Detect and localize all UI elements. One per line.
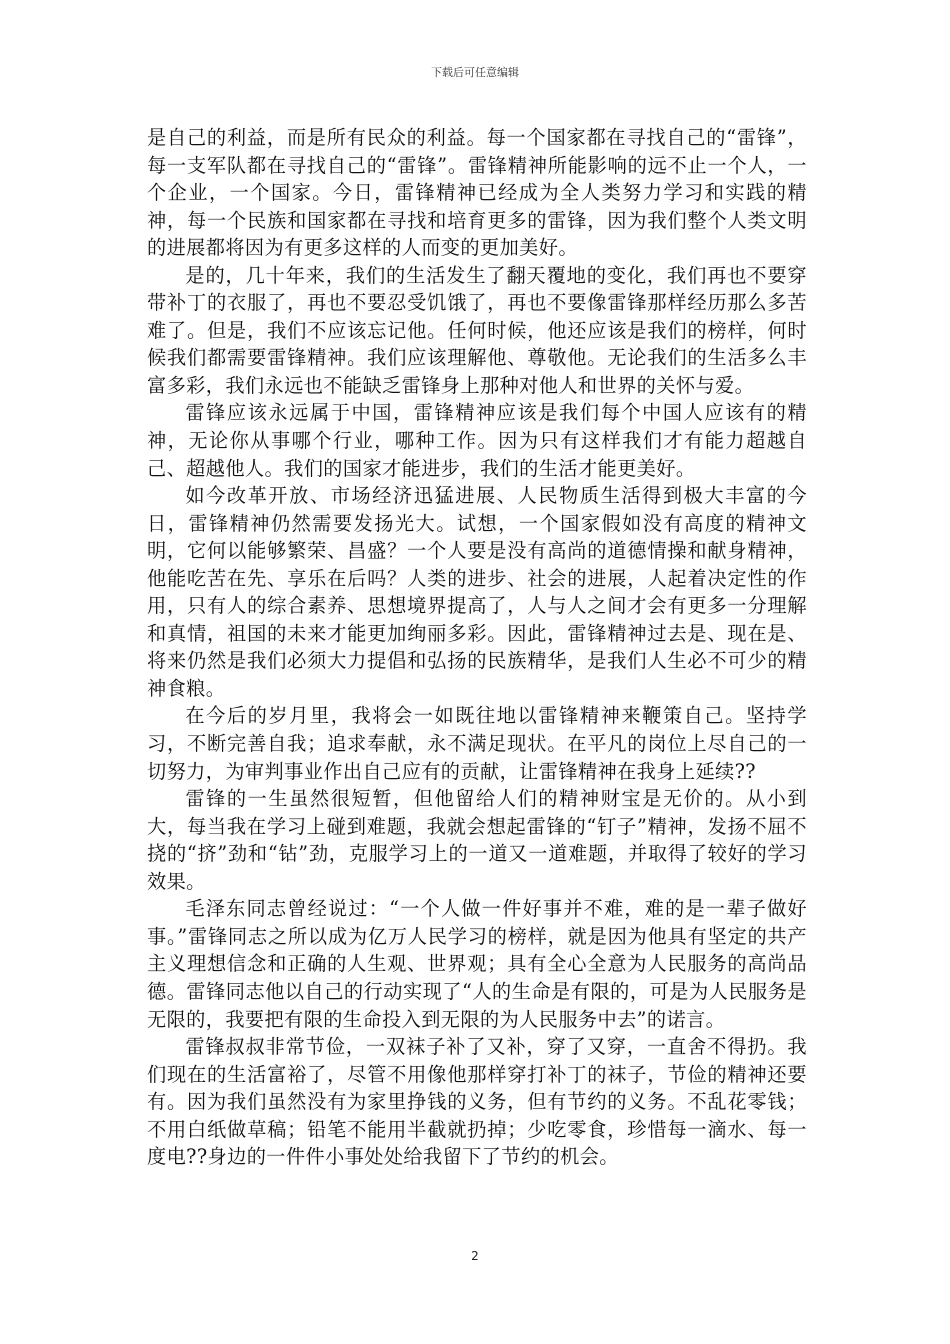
paragraph: 是的，几十年来，我们的生活发生了翻天覆地的变化，我们再也不要穿带补丁的衣服了，再也不要忍受饥饿了，再也不要像雷锋那样经历那么多苦难了。但是，我们不应该忘记他。任何时候，他还应该是我们的榜样，何时候我们都需要雷锋精神。我们应该理解他、尊敬他。无论我们的生活多么丰富多彩，我们永远也不能缺乏雷锋身上那种对他人和世界的关怀与爱。 [147, 263, 807, 397]
document-body [147, 124, 807, 1171]
page-number: 2 [471, 1249, 479, 1263]
paragraph: 毛泽东同志曾经说过：“一个人做一件好事并不难，难的是一辈子做好事。”雷锋同志之所以成为亿万人民学习的榜样，就是因为他具有坚定的共产主义理想信念和正确的人生观、世界观；具有全心全意为人民服务的高尚品德。雷锋同志他以自己的行动实现了“人的生命是有限的，可是为人民服务是无限的，我要把有限的生命投入到无限的为人民服务中去”的诺言。 [147, 897, 807, 1031]
paragraph: 在今后的岁月里，我将会一如既往地以雷锋精神来鞭策自己。坚持学习，不断完善自我；追求奉献，永不满足现状。在平凡的岗位上尽自己的一切努力，为审判事业作出自己应有的贡献，让雷锋精神在我身上延续?? [147, 704, 807, 783]
paragraph: 雷锋应该永远属于中国，雷锋精神应该是我们每个中国人应该有的精神，无论你从事哪个行业，哪种工作。因为只有这样我们才有能力超越自己、超越他人。我们的国家才能进步，我们的生活才能更美好。 [147, 401, 807, 480]
paragraph: 如今改革开放、市场经济迅猛进展、人民物质生活得到极大丰富的今日，雷锋精神仍然需要发扬光大。试想，一个国家假如没有高度的精神文明，它何以能够繁荣、昌盛？一个人要是没有高尚的道德情操和献身精神，他能吃苦在先、享乐在后吗？人类的进步、社会的进展，人起着决定性的作用，只有人的综合素养、思想境界提高了，人与人之间才会有更多一分理解和真情，祖国的未来才能更加绚丽多彩。因此，雷锋精神过去是、现在是、将来仍然是我们必须大力提倡和弘扬的民族精华，是我们人生必不可少的精神食粮。 [147, 484, 807, 700]
paragraph: 雷锋叔叔非常节俭，一双袜子补了又补，穿了又穿，一直舍不得扔。我们现在的生活富裕了，尽管不用像他那样穿打补丁的袜子，节俭的精神还要有。因为我们虽然没有为家里挣钱的义务，但有节约的义务。不乱花零钱；不用白纸做草稿；铅笔不能用半截就扔掉；少吃零食，珍惜每一滴水、每一度电??身边的一件件小事处处给我留下了节约的机会。 [147, 1035, 807, 1169]
paragraph: 是自己的利益，而是所有民众的利益。每一个国家都在寻找自己的“雷锋”，每一支军队都在寻找自己的“雷锋”。雷锋精神所能影响的远不止一个人，一个企业，一个国家。今日，雷锋精神已经成为全人类努力学习和实践的精神，每一个民族和国家都在寻找和培育更多的雷锋，因为我们整个人类文明的进展都将因为有更多这样的人而变的更加美好。 [147, 126, 807, 260]
paragraph: 雷锋的一生虽然很短暂，但他留给人们的精神财宝是无价的。从小到大，每当我在学习上碰到难题，我就会想起雷锋的“钉子”精神，发扬不屈不挠的“挤”劲和“钻”劲，克服学习上的一道又一道难题，并取得了较好的学习效果。 [147, 787, 807, 893]
page-header: 下载后可任意编辑 [431, 66, 519, 79]
